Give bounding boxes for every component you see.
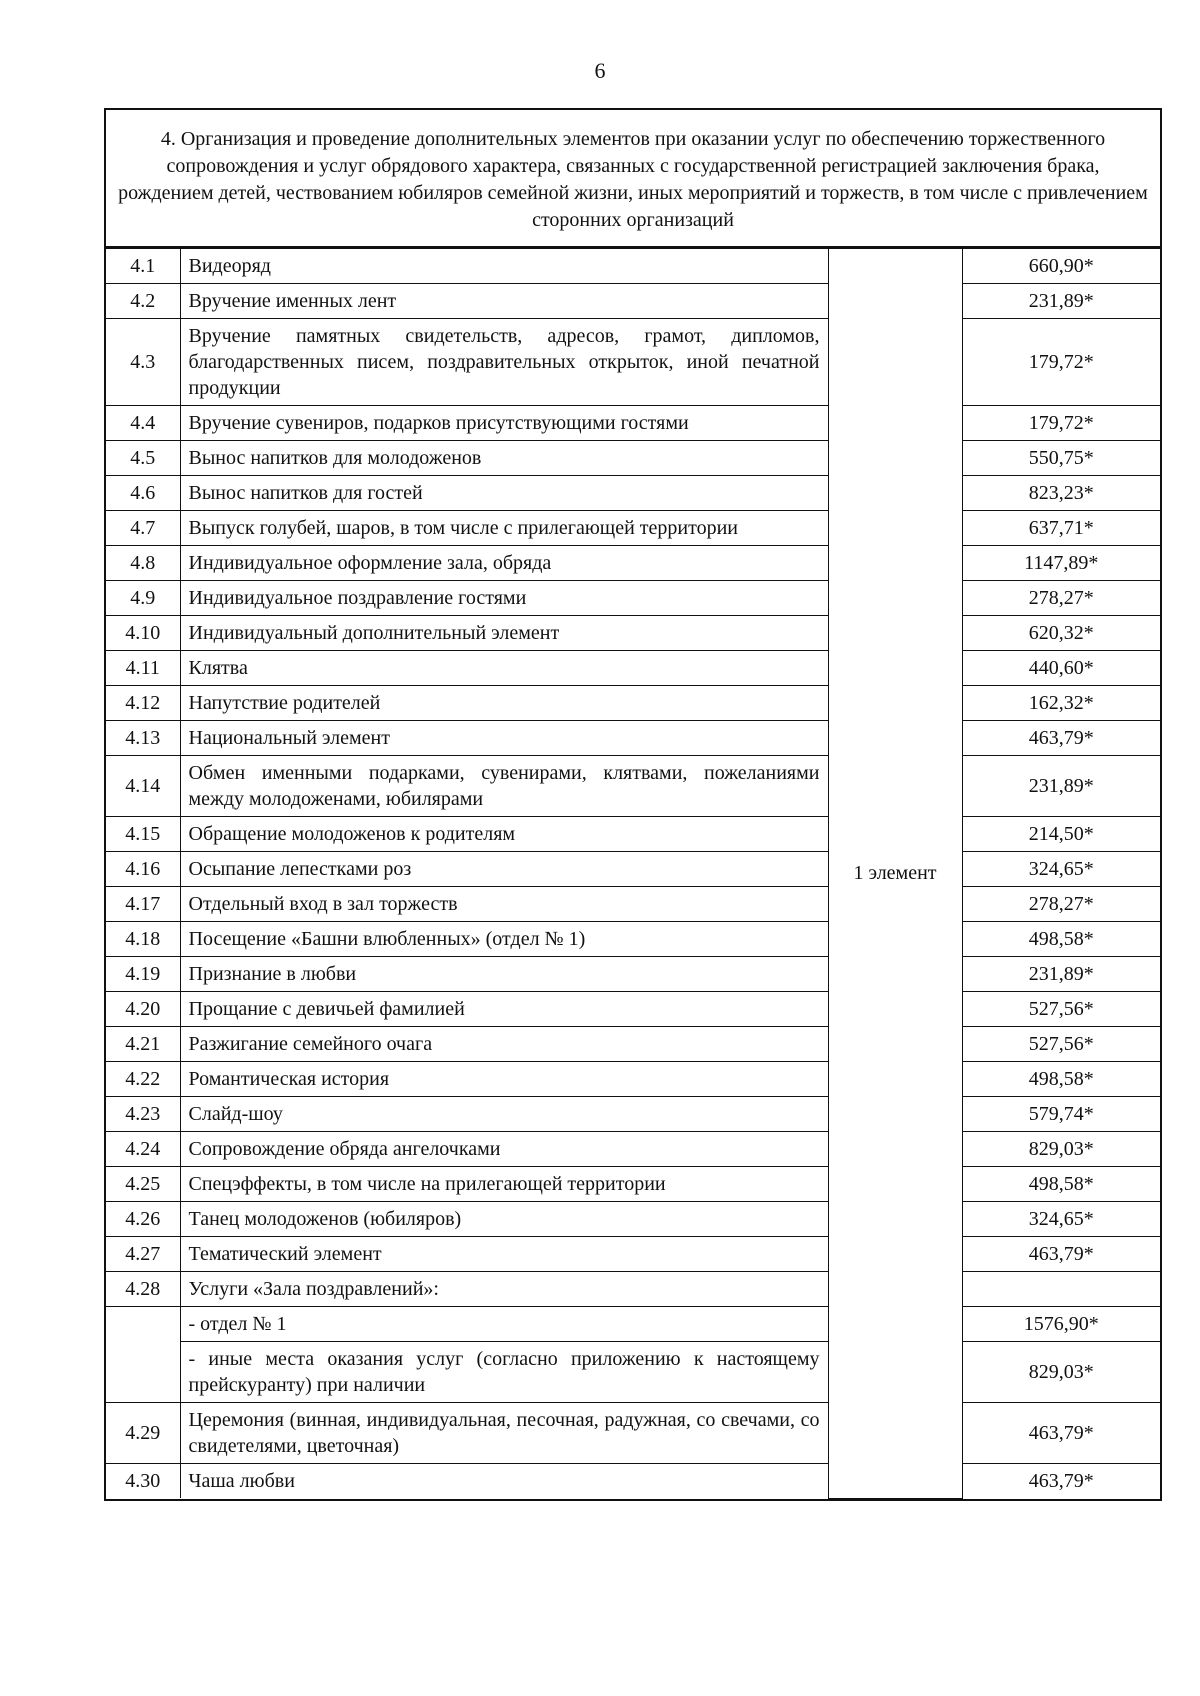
row-number-empty xyxy=(106,1307,180,1403)
row-number: 4.19 xyxy=(106,957,180,992)
table-row xyxy=(106,721,1160,756)
row-number: 4.27 xyxy=(106,1237,180,1272)
row-number: 4.26 xyxy=(106,1202,180,1237)
row-price: 463,79* xyxy=(962,721,1160,756)
row-name: Индивидуальный дополнительный элемент xyxy=(180,616,828,651)
table-row xyxy=(106,992,1160,1027)
row-number: 4.22 xyxy=(106,1062,180,1097)
subrow-price: 1576,90* xyxy=(962,1307,1160,1342)
table-row xyxy=(106,651,1160,686)
row-price: 660,90* xyxy=(962,249,1160,284)
page-number: 6 xyxy=(594,58,606,83)
table-row xyxy=(106,887,1160,922)
table-row xyxy=(106,441,1160,476)
table-row xyxy=(106,1202,1160,1237)
row-price: 324,65* xyxy=(962,852,1160,887)
price-table xyxy=(104,108,1162,1501)
table-row xyxy=(106,1272,1160,1307)
table-row xyxy=(106,817,1160,852)
row-price: 324,65* xyxy=(962,1202,1160,1237)
row-number: 4.30 xyxy=(106,1464,180,1499)
row-price: 463,79* xyxy=(962,1464,1160,1499)
row-price: 231,89* xyxy=(962,957,1160,992)
row-number: 4.7 xyxy=(106,511,180,546)
row-price: 550,75* xyxy=(962,441,1160,476)
row-price: 637,71* xyxy=(962,511,1160,546)
row-price: 829,03* xyxy=(962,1132,1160,1167)
row-number: 4.29 xyxy=(106,1403,180,1464)
row-price: 498,58* xyxy=(962,922,1160,957)
row-number: 4.28 xyxy=(106,1272,180,1307)
row-name: Видеоряд xyxy=(180,249,828,284)
subrow-name: - иные места оказания услуг (согласно приложению к настоящему прейскуранту) при наличии xyxy=(180,1342,828,1403)
row-number: 4.18 xyxy=(106,922,180,957)
row-number: 4.20 xyxy=(106,992,180,1027)
row-price: 179,72* xyxy=(962,319,1160,406)
row-name: Прощание с девичьей фамилией xyxy=(180,992,828,1027)
row-name: Танец молодоженов (юбиляров) xyxy=(180,1202,828,1237)
row-number: 4.12 xyxy=(106,686,180,721)
table-row xyxy=(106,1097,1160,1132)
row-name: Осыпание лепестками роз xyxy=(180,852,828,887)
row-number: 4.3 xyxy=(106,319,180,406)
row-number: 4.15 xyxy=(106,817,180,852)
row-price: 527,56* xyxy=(962,1027,1160,1062)
table-row xyxy=(106,1237,1160,1272)
row-price: 579,74* xyxy=(962,1097,1160,1132)
items-table xyxy=(106,248,1160,1499)
row-name: Романтическая история xyxy=(180,1062,828,1097)
row-name: Обращение молодоженов к родителям xyxy=(180,817,828,852)
row-name: Выпуск голубей, шаров, в том числе с прилегающей территории xyxy=(180,511,828,546)
table-row xyxy=(106,957,1160,992)
row-name: Тематический элемент xyxy=(180,1237,828,1272)
row-price: 440,60* xyxy=(962,651,1160,686)
table-row xyxy=(106,511,1160,546)
row-number: 4.16 xyxy=(106,852,180,887)
row-number: 4.8 xyxy=(106,546,180,581)
table-row xyxy=(106,319,1160,406)
row-name: Вручение памятных свидетельств, адресов, грамот, дипломов, благодарственных писем, поздравительных открыток, иной печатной продукции xyxy=(180,319,828,406)
row-number: 4.25 xyxy=(106,1167,180,1202)
row-name: Чаша любви xyxy=(180,1464,828,1499)
table-row xyxy=(106,922,1160,957)
row-number: 4.23 xyxy=(106,1097,180,1132)
table-row xyxy=(106,476,1160,511)
row-price: 527,56* xyxy=(962,992,1160,1027)
table-row xyxy=(106,686,1160,721)
row-name: Вручение именных лент xyxy=(180,284,828,319)
row-name: Сопровождение обряда ангелочками xyxy=(180,1132,828,1167)
row-price: 278,27* xyxy=(962,581,1160,616)
table-row xyxy=(106,1062,1160,1097)
row-price: 162,32* xyxy=(962,686,1160,721)
section-title: 4. Организация и проведение дополнительных элементов при оказании услуг по обеспечению торжественного сопровождения и услуг обрядового характера, связанных с государственной регистрацией заключения брака, рождением детей, чествованием юбиляров семейной жизни, иных мероприятий и торжеств, в том числе с привлечением сторонних организаций xyxy=(106,110,1160,248)
row-number: 4.9 xyxy=(106,581,180,616)
row-number: 4.1 xyxy=(106,249,180,284)
row-price: 823,23* xyxy=(962,476,1160,511)
row-number: 4.21 xyxy=(106,1027,180,1062)
row-price: 463,79* xyxy=(962,1403,1160,1464)
row-price: 231,89* xyxy=(962,284,1160,319)
row-name: Вынос напитков для гостей xyxy=(180,476,828,511)
row-name: Спецэффекты, в том числе на прилегающей территории xyxy=(180,1167,828,1202)
row-number: 4.13 xyxy=(106,721,180,756)
row-name: Церемония (винная, индивидуальная, песочная, радужная, со свечами, со свидетелями, цветочная) xyxy=(180,1403,828,1464)
table-subrow xyxy=(106,1342,1160,1403)
table-row xyxy=(106,852,1160,887)
row-name: Слайд-шоу xyxy=(180,1097,828,1132)
row-price: 620,32* xyxy=(962,616,1160,651)
row-price: 278,27* xyxy=(962,887,1160,922)
row-price: 498,58* xyxy=(962,1062,1160,1097)
row-name: Клятва xyxy=(180,651,828,686)
row-number: 4.11 xyxy=(106,651,180,686)
row-number: 4.10 xyxy=(106,616,180,651)
table-row xyxy=(106,1403,1160,1464)
table-row xyxy=(106,1167,1160,1202)
row-number: 4.2 xyxy=(106,284,180,319)
row-price: 463,79* xyxy=(962,1237,1160,1272)
table-row xyxy=(106,756,1160,817)
row-name: Напутствие родителей xyxy=(180,686,828,721)
row-price: 231,89* xyxy=(962,756,1160,817)
unit-label: 1 элемент xyxy=(828,249,962,1499)
row-price: 179,72* xyxy=(962,406,1160,441)
row-name: Признание в любви xyxy=(180,957,828,992)
row-number: 4.4 xyxy=(106,406,180,441)
row-name: Посещение «Башни влюбленных» (отдел № 1) xyxy=(180,922,828,957)
table-subrow xyxy=(106,1307,1160,1342)
row-name: Индивидуальное оформление зала, обряда xyxy=(180,546,828,581)
row-name: Обмен именными подарками, сувенирами, клятвами, пожеланиями между молодоженами, юбилярами xyxy=(180,756,828,817)
row-number: 4.5 xyxy=(106,441,180,476)
table-row xyxy=(106,1027,1160,1062)
row-number: 4.17 xyxy=(106,887,180,922)
row-price: 498,58* xyxy=(962,1167,1160,1202)
table-row xyxy=(106,616,1160,651)
row-name: Вручение сувениров, подарков присутствующими гостями xyxy=(180,406,828,441)
table-row xyxy=(106,1464,1160,1499)
table-row xyxy=(106,581,1160,616)
table-row xyxy=(106,406,1160,441)
table-row xyxy=(106,1132,1160,1167)
table-row xyxy=(106,546,1160,581)
row-name: Отдельный вход в зал торжеств xyxy=(180,887,828,922)
row-price xyxy=(962,1272,1160,1307)
row-name: Индивидуальное поздравление гостями xyxy=(180,581,828,616)
row-name: Вынос напитков для молодоженов xyxy=(180,441,828,476)
subrow-price: 829,03* xyxy=(962,1342,1160,1403)
row-name: Разжигание семейного очага xyxy=(180,1027,828,1062)
table-row xyxy=(106,249,1160,284)
table-row xyxy=(106,284,1160,319)
row-number: 4.6 xyxy=(106,476,180,511)
row-name: Национальный элемент xyxy=(180,721,828,756)
row-number: 4.14 xyxy=(106,756,180,817)
row-number: 4.24 xyxy=(106,1132,180,1167)
row-price: 214,50* xyxy=(962,817,1160,852)
row-price: 1147,89* xyxy=(962,546,1160,581)
subrow-name: - отдел № 1 xyxy=(180,1307,828,1342)
row-name: Услуги «Зала поздравлений»: xyxy=(180,1272,828,1307)
